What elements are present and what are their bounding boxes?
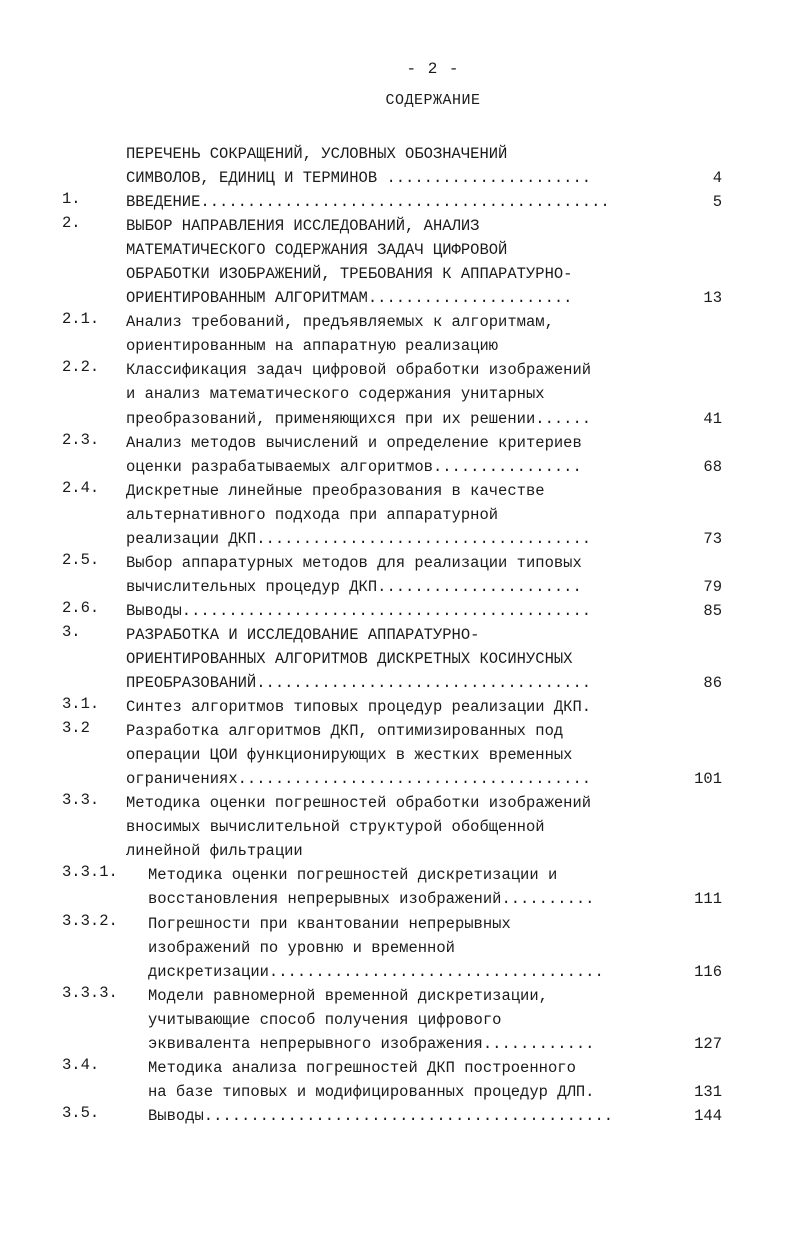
toc-entry-text: Погрешности при квантовании непрерывных [148, 914, 511, 933]
toc-entry [62, 142, 722, 190]
toc-entry-text: восстановления непрерывных изображений.......... [148, 890, 595, 909]
toc-entry [62, 863, 722, 911]
toc-entry [62, 190, 722, 214]
toc-entry-line [126, 142, 722, 166]
toc-entry-text: вносимых вычислительной структурой обобщенной [126, 818, 545, 837]
toc-entry-text: Методика оценки погрешностей обработки изображений [126, 794, 592, 813]
toc-entry-line [126, 238, 722, 262]
toc-entry-text: ВЫБОР НАПРАВЛЕНИЯ ИССЛЕДОВАНИЙ, АНАЛИЗ [126, 217, 480, 236]
toc-entry-page: 41 [703, 409, 722, 428]
toc-entry-line [126, 479, 722, 503]
toc-heading: СОДЕРЖАНИЕ [385, 92, 481, 109]
toc-entry-line [126, 839, 722, 863]
toc-entry-text: на базе типовых и модифицированных процедур ДЛП. [148, 1082, 595, 1101]
toc-entry-text: ПЕРЕЧЕНЬ СОКРАЩЕНИЙ, УСЛОВНЫХ ОБОЗНАЧЕНИЙ [126, 145, 508, 163]
toc-entry-line [126, 190, 722, 214]
toc-entry-page: 13 [703, 289, 722, 308]
toc-entry-text: операции ЦОИ функционирующих в жестких временных [126, 746, 573, 765]
toc-entry-text: Анализ методов вычислений и определение критериев [126, 433, 582, 452]
toc-entry-line [148, 1032, 722, 1056]
toc-entry-line [126, 575, 722, 599]
toc-entry-number: 3.4. [62, 1055, 100, 1074]
toc-entry-text: линейной фильтрации [126, 842, 303, 861]
toc-entry-line [126, 310, 722, 334]
toc-entry-text: Разработка алгоритмов ДКП, оптимизированных под [126, 722, 564, 741]
toc-entry-page: 131 [694, 1082, 722, 1101]
toc-entry-page: 144 [694, 1106, 722, 1125]
toc-entry [62, 912, 722, 984]
toc-entry-text: Выбор аппаратурных методов для реализации типовых [126, 553, 582, 572]
toc-entry-line [126, 791, 722, 815]
toc-entry-line [148, 960, 722, 984]
toc-entry-number: 3.3.1. [62, 863, 118, 882]
toc-entry-line [126, 382, 722, 406]
toc-entry-number: 1. [62, 190, 81, 209]
toc-entry-text: ОРИЕНТИРОВАННЫХ АЛГОРИТМОВ ДИСКРЕТНЫХ КОСИНУСНЫХ [126, 649, 573, 668]
toc-entry-line [126, 719, 722, 743]
toc-entry [62, 551, 722, 599]
toc-entry-number: 2.5. [62, 550, 100, 569]
toc-entry-text: альтернативного подхода при аппаратурной [126, 505, 499, 524]
toc-entry-page: 85 [703, 601, 722, 620]
toc-entry-text: Синтез алгоритмов типовых процедур реализации ДКП. [126, 698, 592, 717]
toc-entry-text: и анализ математического содержания унитарных [126, 385, 545, 404]
toc-entry-line [126, 262, 722, 286]
toc-entry-text: оценки разрабатываемых алгоритмов................ [126, 457, 582, 476]
toc-entry-line [126, 334, 722, 358]
toc-entry-page: 73 [703, 529, 722, 548]
toc-entry [62, 214, 722, 310]
toc-entry-number: 3. [62, 622, 81, 641]
toc-entry-line [126, 767, 722, 791]
toc-entry-text: ограничениях...................................... [126, 770, 592, 789]
toc-entry-number: 2.2. [62, 358, 100, 377]
toc-entry-line [126, 647, 722, 671]
toc-entry [62, 431, 722, 479]
toc-entry-text: Методика анализа погрешностей ДКП построенного [148, 1058, 576, 1077]
toc-entry-page: 86 [703, 674, 722, 693]
toc-entry [62, 791, 722, 863]
toc-entry-text: Классификация задач цифровой обработки изображений [126, 361, 592, 380]
toc-entry-line [126, 815, 722, 839]
toc-entry-line [148, 1056, 722, 1080]
toc-entry [62, 358, 722, 430]
toc-entry-line [148, 1008, 722, 1032]
toc-entry-text: ВВЕДЕНИЕ............................................ [126, 193, 610, 212]
toc-entry-line [126, 431, 722, 455]
toc-entry-line [148, 984, 722, 1008]
toc-entry-number: 3.3. [62, 791, 100, 810]
toc-entry [62, 1104, 722, 1128]
toc-entry-line [126, 455, 722, 479]
toc-entry-page: 111 [694, 890, 722, 909]
toc-entry [62, 310, 722, 358]
toc-entry-text: МАТЕМАТИЧЕСКОГО СОДЕРЖАНИЯ ЗАДАЧ ЦИФРОВОЙ [126, 241, 508, 260]
toc-entry-line [126, 743, 722, 767]
toc-entry-line [148, 936, 722, 960]
toc-entry-text: РАЗРАБОТКА И ИССЛЕДОВАНИЕ АППАРАТУРНО- [126, 625, 480, 644]
toc-entry-line [126, 407, 722, 431]
toc-entry-text: Выводы............................................ [148, 1106, 614, 1125]
toc-entry-text: ОБРАБОТКИ ИЗОБРАЖЕНИЙ, ТРЕБОВАНИЯ К АППАРАТУРНО- [126, 265, 573, 284]
toc-entry-text: учитывающие способ получения цифрового [148, 1010, 502, 1029]
toc-entry-line [148, 887, 722, 911]
toc-entry-text: эквивалента непрерывного изображения............ [148, 1034, 595, 1053]
toc-entry-page: 5 [712, 193, 722, 212]
toc-entry-line [148, 912, 722, 936]
toc-entry-page: 4 [712, 169, 722, 188]
table-of-contents [62, 142, 722, 1128]
toc-entry-text: изображений по уровню и временной [148, 938, 455, 957]
toc-entry-line [126, 599, 722, 623]
toc-entry-number: 2. [62, 214, 81, 233]
page-number: - 2 - [406, 60, 460, 78]
toc-entry-line [148, 1104, 722, 1128]
toc-entry-text: Модели равномерной временной дискретизации, [148, 986, 548, 1005]
toc-entry-line [126, 551, 722, 575]
toc-entry-text: ОРИЕНТИРОВАННЫМ АЛГОРИТМАМ...................... [126, 289, 573, 308]
toc-entry-line [126, 358, 722, 382]
toc-entry-text: преобразований, применяющихся при их решении...... [126, 409, 592, 428]
toc-entry [62, 479, 722, 551]
toc-entry-line [126, 527, 722, 551]
toc-entry-text: вычислительных процедур ДКП...................... [126, 577, 582, 596]
toc-entry [62, 623, 722, 695]
toc-entry-line [126, 214, 722, 238]
toc-entry-line [126, 623, 722, 647]
toc-entry-text: дискретизации.................................... [148, 962, 604, 981]
toc-entry-page: 68 [703, 457, 722, 476]
toc-entry-text: СИМВОЛОВ, ЕДИНИЦ И ТЕРМИНОВ ...................... [126, 169, 592, 188]
toc-entry-text: ПРЕОБРАЗОВАНИЙ.................................... [126, 674, 592, 693]
toc-entry [62, 984, 722, 1056]
toc-entry-number: 2.4. [62, 478, 100, 497]
toc-entry-number: 3.5. [62, 1103, 100, 1122]
toc-entry-page: 116 [694, 962, 722, 981]
toc-entry-text: Дискретные линейные преобразования в качестве [126, 481, 545, 500]
toc-entry-page: 101 [694, 770, 722, 789]
toc-entry-text: Методика оценки погрешностей дискретизации и [148, 866, 558, 885]
toc-entry-line [126, 166, 722, 190]
toc-entry-number: 2.6. [62, 598, 100, 617]
toc-entry-page: 79 [703, 577, 722, 596]
toc-entry-line [126, 286, 722, 310]
toc-entry-number: 3.1. [62, 695, 100, 714]
toc-entry [62, 1056, 722, 1104]
toc-entry-line [126, 695, 722, 719]
toc-entry-number: 3.3.2. [62, 911, 118, 930]
toc-entry-text: ориентированным на аппаратную реализацию [126, 337, 499, 356]
toc-entry-line [126, 503, 722, 527]
toc-entry-line [126, 671, 722, 695]
toc-entry-number: 2.3. [62, 430, 100, 449]
toc-entry-number: 3.2 [62, 719, 90, 738]
toc-entry-text: Анализ требований, предъявляемых к алгоритмам, [126, 313, 554, 332]
toc-entry-number: 3.3.3. [62, 983, 118, 1002]
toc-entry-number: 2.1. [62, 310, 100, 329]
toc-entry-text: Выводы............................................ [126, 601, 592, 620]
toc-entry-line [148, 863, 722, 887]
toc-entry [62, 695, 722, 719]
toc-entry-text: реализации ДКП.................................... [126, 529, 592, 548]
toc-entry [62, 719, 722, 791]
toc-entry-line [148, 1080, 722, 1104]
toc-entry [62, 599, 722, 623]
toc-entry-page: 127 [694, 1034, 722, 1053]
